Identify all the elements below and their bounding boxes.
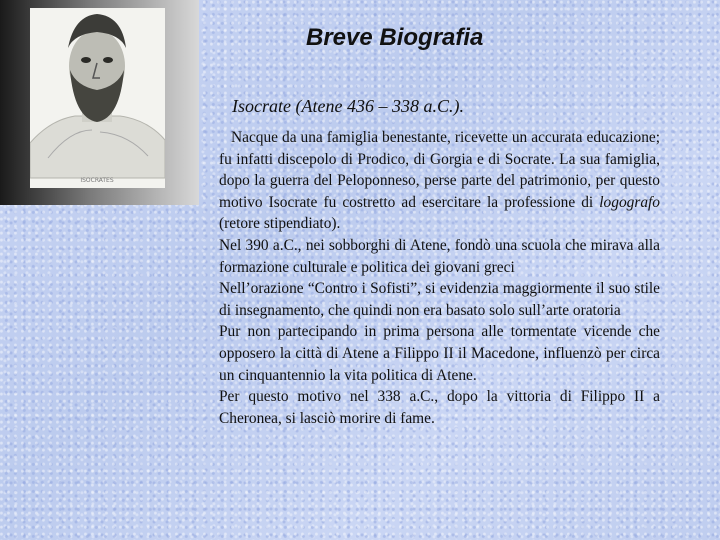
paragraph-1 [219,127,660,235]
paragraph-5: Per questo motivo nel 338 a.C., dopo la vittoria di Filippo II a Cheronea, si lasciò morire di fame. [219,388,660,427]
term-logografo: logografo [599,193,660,211]
paragraph-3: Nell’orazione “Contro i Sofisti”, si evidenzia maggiormente il suo stile di insegnamento, che quindi non era basato solo sull’arte oratoria [219,280,660,319]
subtitle-heading: Isocrate (Atene 436 – 338 a.C.). [232,96,464,116]
portrait-caption: ISOCRATES [80,177,114,184]
portrait-panel [0,0,199,205]
bust-portrait-icon [30,8,165,188]
paragraph-2: Nel 390 a.C., nei sobborghi di Atene, fondò una scuola che mirava alla formazione culturale e politica dei giovani greci [219,236,660,276]
paragraph-1-tail: (retore stipendiato). [219,215,341,233]
paragraph-4: Pur non partecipando in prima persona alle tormentate vicende che opposero la città di Atene a Filippo II il Macedone, influenzò per circa un cinquantennio la vita politica di Atene. [219,323,660,384]
bust-portrait-image [30,8,165,188]
page-title: Breve Biografia [306,24,484,51]
paragraph-1-text: Nacque da una famiglia benestante, ricevette un accurata educazione; fu infatti discepolo di Prodico, di Gorgia e di Socrate. La sua famiglia, dopo la guerra del Peloponneso, perse parte del patrimonio, per questo motivo Isocrate fu costretto ad esercitare la professione di [219,129,660,211]
biography-text [219,127,660,429]
